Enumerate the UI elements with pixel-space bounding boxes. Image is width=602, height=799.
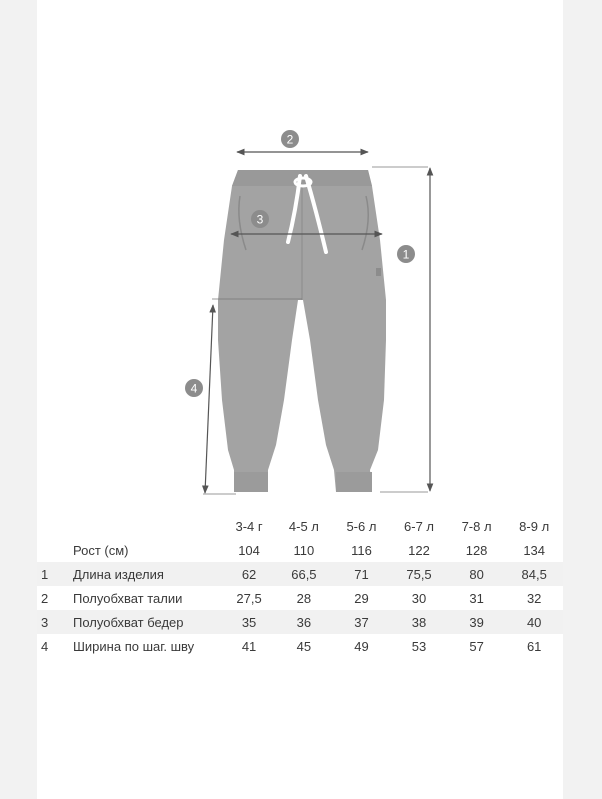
table-cell: 41 [241, 638, 257, 654]
table-cell: 62 [223, 562, 275, 586]
table-cell: 71 [333, 562, 391, 586]
waist-measurement [237, 130, 368, 152]
svg-text:4: 4 [190, 381, 198, 396]
row-number [37, 538, 67, 562]
table-cell: 45 [296, 638, 312, 654]
table-cell: 40 [505, 610, 563, 634]
table-cell: 66,5 [275, 562, 333, 586]
table-cell: 61 [526, 638, 542, 654]
table-cell: 104 [238, 542, 260, 558]
table-cell: 75,5 [390, 562, 448, 586]
table-row-height [37, 538, 563, 562]
row-number: 2 [41, 590, 49, 606]
size-header-row [37, 514, 563, 538]
table-cell: 128 [465, 542, 488, 558]
row-label: Длина изделия [67, 562, 223, 586]
table-cell: 110 [293, 542, 315, 558]
table-cell: 35 [223, 610, 275, 634]
table-cell: 49 [354, 638, 369, 654]
svg-text:3: 3 [256, 212, 264, 227]
table-cell: 28 [296, 590, 312, 606]
pants-illustration [218, 170, 386, 492]
table-cell: 37 [333, 610, 391, 634]
table-cell: 134 [523, 542, 546, 558]
size-header: 6-7 л [404, 518, 435, 534]
table-cell: 39 [448, 610, 506, 634]
size-header: 8-9 л [519, 518, 550, 534]
size-header: 3-4 г [235, 518, 263, 534]
table-cell: 30 [411, 590, 427, 606]
table-cell: 29 [354, 590, 369, 606]
table-cell: 31 [469, 590, 484, 606]
svg-text:1: 1 [402, 247, 410, 262]
row-label: Полуобхват бедер [67, 610, 223, 634]
table-cell: 53 [411, 638, 427, 654]
row-number: 3 [37, 610, 67, 634]
table-cell: 116 [351, 542, 372, 558]
table-row-length [37, 562, 563, 586]
table-cell: 122 [408, 542, 430, 558]
size-table [37, 514, 563, 658]
row-label: Рост (см) [73, 542, 129, 558]
table-cell: 32 [526, 590, 542, 606]
row-label: Ширина по шаг. шву [73, 638, 195, 654]
table-cell: 57 [469, 638, 484, 654]
size-header: 5-6 л [346, 518, 377, 534]
row-label: Полуобхват талии [73, 590, 183, 606]
table-cell: 36 [275, 610, 333, 634]
table-cell: 38 [390, 610, 448, 634]
table-row-waist [37, 586, 563, 610]
table-cell: 84,5 [505, 562, 563, 586]
table-cell: 80 [448, 562, 506, 586]
table-row-inseam [37, 634, 563, 658]
table-row-hip [37, 610, 563, 634]
size-header: 4-5 л [288, 518, 319, 534]
table-cell: 27,5 [236, 590, 262, 606]
row-number: 4 [41, 638, 49, 654]
row-number: 1 [37, 562, 67, 586]
svg-text:2: 2 [286, 132, 294, 147]
size-header: 7-8 л [461, 518, 492, 534]
